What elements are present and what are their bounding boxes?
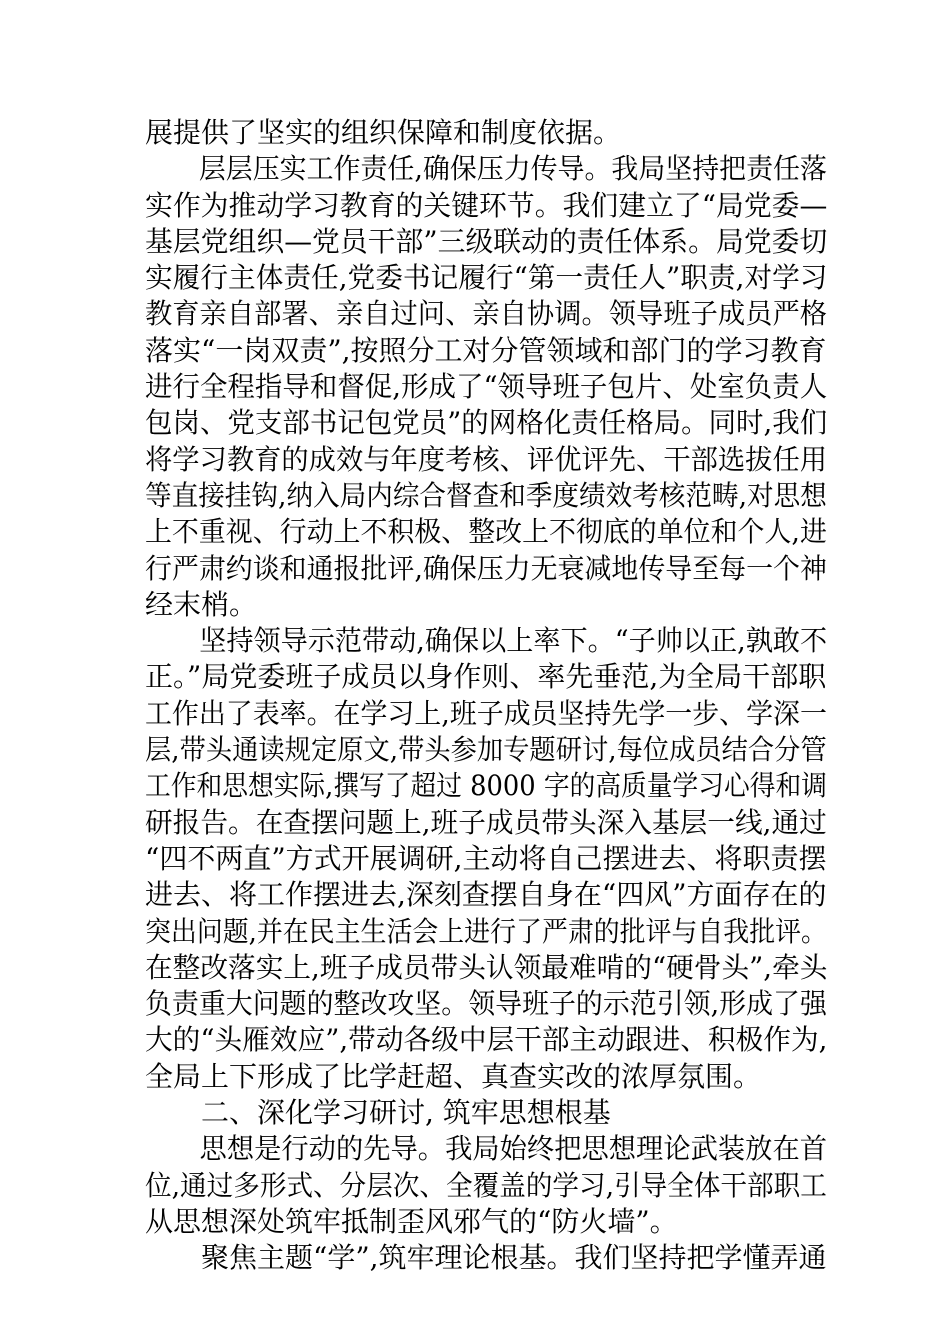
- text-line: 行严肃约谈和通报批评,确保压力无衰减地传导至每一个神: [145, 551, 827, 585]
- text-line: 突出问题,并在民主生活会上进行了严肃的批评与自我批评。: [145, 914, 827, 948]
- text-line: 将学习教育的成效与年度考核、评优评先、干部选拔任用: [145, 442, 828, 476]
- text-line: 展提供了坚实的组织保障和制度依据。: [145, 116, 622, 149]
- text-line: 进行全程指导和督促,形成了“领导班子包片、处室负责人: [145, 370, 828, 404]
- text-line: 坚持领导示范带动,确保以上率下。“子帅以正,孰敢不: [199, 624, 828, 658]
- text-line: 工作和思想实际,撰写了超过 8000 字的高质量学习心得和调: [145, 769, 827, 803]
- text-line: 教育亲自部署、亲自过问、亲自协调。领导班子成员严格: [145, 297, 828, 331]
- text-line: 进去、将工作摆进去,深刻查摆自身在“四风”方面存在的: [145, 878, 827, 912]
- text-line: 基层党组织—党员干部”三级联动的责任体系。局党委切: [145, 224, 828, 258]
- text-line: 包岗、党支部书记包党员”的网格化责任格局。同时,我们: [145, 406, 828, 440]
- text-line: 二、深化学习研讨, 筑牢思想根基: [201, 1096, 611, 1130]
- text-line: 层,带头通读规定原文,带头参加专题研讨,每位成员结合分管: [145, 733, 827, 767]
- text-line: 位,通过多形式、分层次、全覆盖的学习,引导全体干部职工: [145, 1168, 827, 1202]
- text-line: 研报告。在查摆问题上,班子成员带头深入基层一线,通过: [145, 805, 827, 839]
- text-line: 在整改落实上,班子成员带头认领最难啃的“硬骨头”,牵头: [145, 950, 828, 984]
- text-line: 负责重大问题的整改攻坚。领导班子的示范引领,形成了强: [145, 987, 827, 1021]
- document-body: [145, 115, 828, 1277]
- text-line: 实履行主体责任,党委书记履行“第一责任人”职责,对学习: [145, 261, 828, 295]
- text-line: 全局上下形成了比学赶超、真查实改的浓厚氛围。: [145, 1059, 762, 1093]
- text-line: 实作为推动学习教育的关键环节。我们建立了“局党委—: [145, 188, 828, 222]
- text-line: 大的“头雁效应”,带动各级中层干部主动跟进、积极作为,: [145, 1023, 828, 1057]
- text-line: “四不两直”方式开展调研,主动将自己摆进去、将职责摆: [145, 841, 827, 875]
- text-line: 等直接挂钩,纳入局内综合督查和季度绩效考核范畴,对思想: [145, 478, 827, 512]
- text-line: 正。”局党委班子成员以身作则、率先垂范,为全局干部职: [145, 660, 827, 694]
- text-line: 落实“一岗双责”,按照分工对分管领域和部门的学习教育: [145, 333, 827, 367]
- text-line: 上不重视、行动上不积极、整改上不彻底的单位和个人,进: [145, 515, 827, 549]
- text-line: 层层压实工作责任,确保压力传导。我局坚持把责任落: [198, 152, 827, 186]
- text-line: 从思想深处筑牢抵制歪风邪气的“防火墙”。: [145, 1204, 678, 1238]
- text-line: 聚焦主题“学”,筑牢理论根基。我们坚持把学懂弄通: [201, 1241, 827, 1275]
- text-line: 经末梢。: [145, 587, 258, 621]
- text-line: 工作出了表率。在学习上,班子成员坚持先学一步、学深一: [145, 696, 827, 730]
- text-line: 思想是行动的先导。我局始终把思想理论武装放在首: [199, 1132, 828, 1166]
